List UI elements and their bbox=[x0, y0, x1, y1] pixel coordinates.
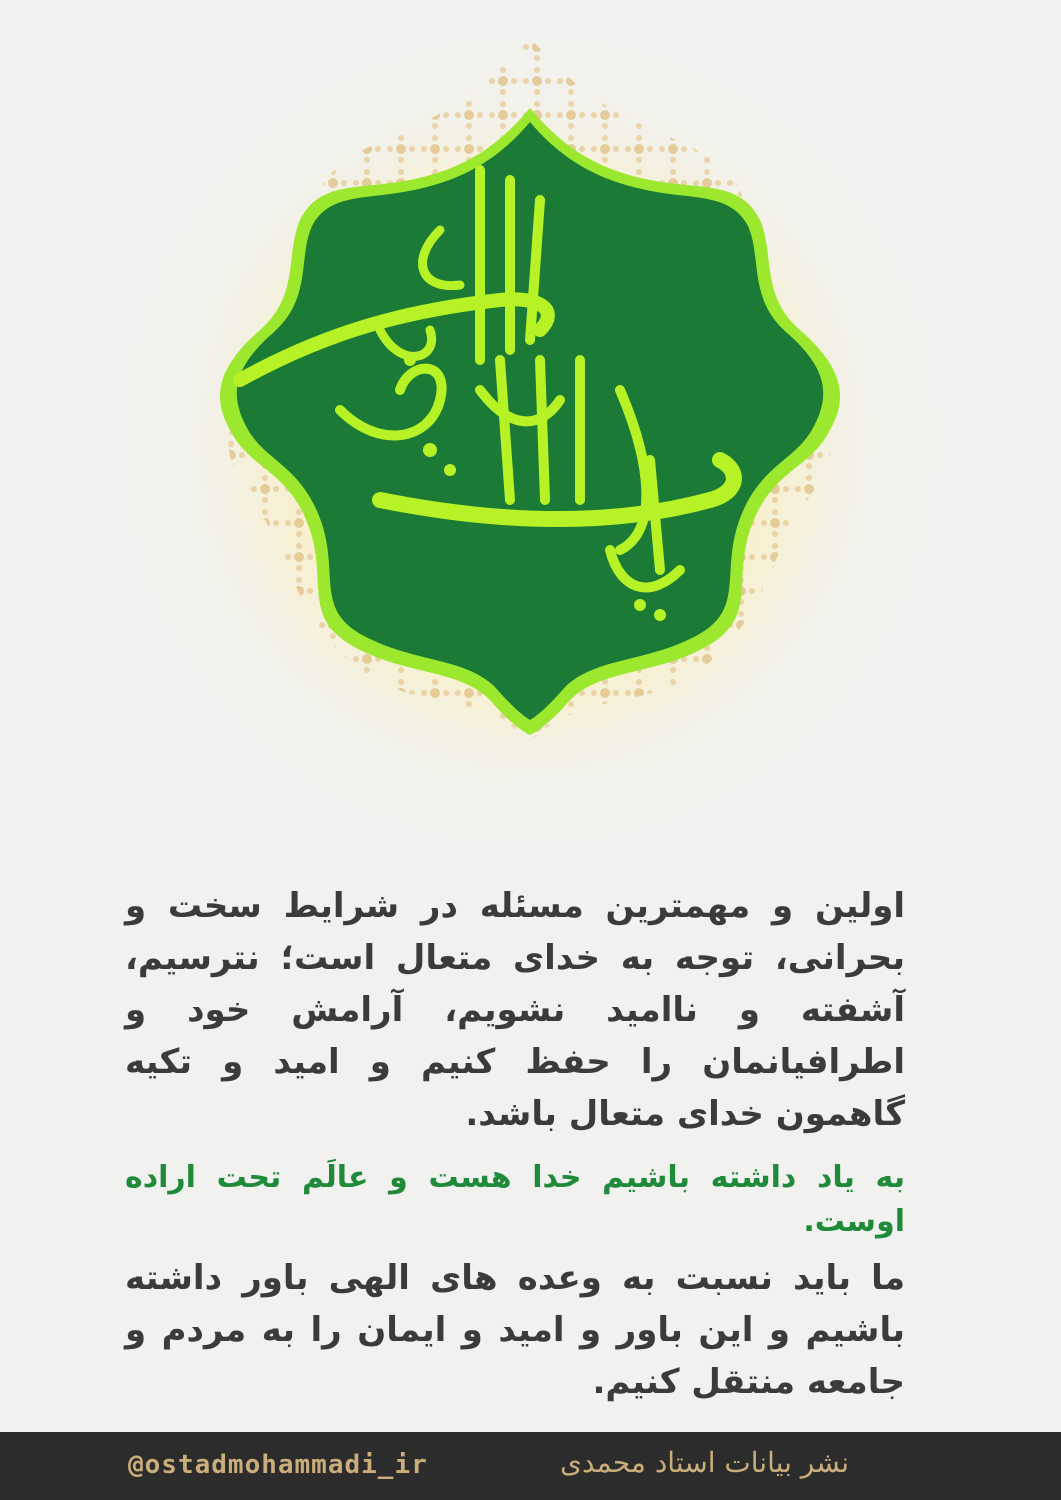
message-text bbox=[125, 880, 905, 1408]
social-handle[interactable]: @ostadmohammadi_ir bbox=[128, 1450, 428, 1480]
publisher-signature: نشر بیانات استاد محمدی bbox=[560, 1446, 849, 1479]
paragraph-intro: اولین و مهمترین مسئله در شرایط سخت و بحرانی، توجه به خدای متعال است؛ نترسیم، آشفته و ناامید نشویم، آرامش خود و اطرافیانمان را حفظ کنیم و امید و تکیه گاهمون خدای متعال باشد. bbox=[125, 886, 905, 1134]
paragraph-closing: ما باید نسبت به وعده های الهی باور داشته باشیم و این باور و امید و ایمان را به مردم و جامعه منتقل کنیم. bbox=[125, 1258, 905, 1402]
highlight-line: به یاد داشته باشیم خدا هست و عالَم تحت اراده اوست. bbox=[125, 1160, 905, 1239]
footer-bar bbox=[0, 1432, 1061, 1500]
emblem bbox=[180, 30, 880, 750]
